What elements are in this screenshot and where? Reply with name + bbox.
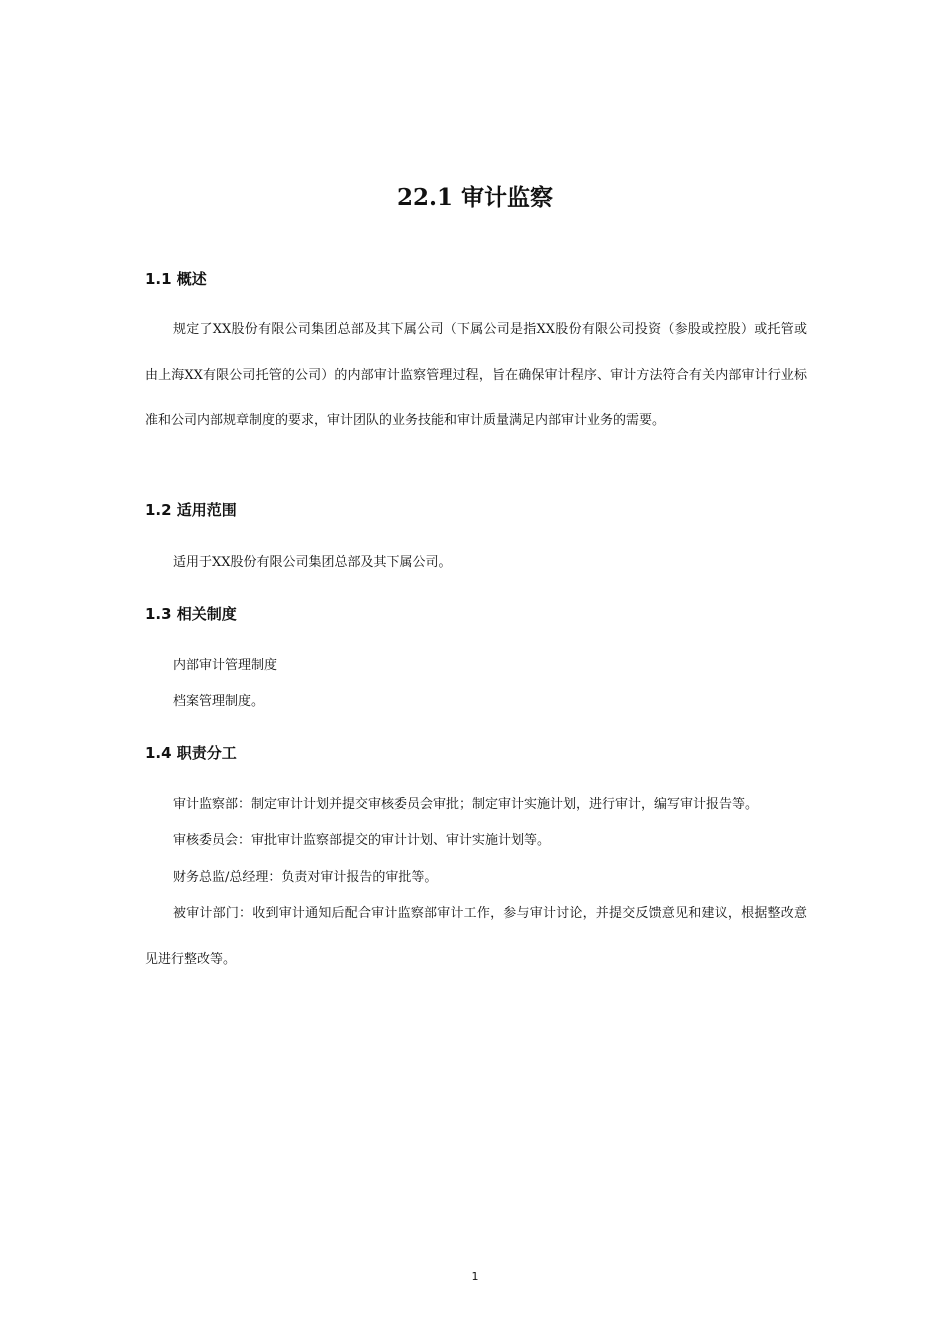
- page-number: 1: [471, 1270, 479, 1283]
- scope-paragraph: 适用于XX股份有限公司集团总部及其下属公司。: [173, 555, 452, 570]
- document-title: 22.1 审计监察: [396, 184, 554, 211]
- responsibility-item: 审计监察部：制定审计计划并提交审核委员会审批；制定审计实施计划，进行审计，编写审计报告等。: [173, 797, 759, 812]
- section-heading-overview: 1.1 概述: [145, 270, 207, 288]
- overview-paragraph: 规定了XX股份有限公司集团总部及其下属公司（下属公司是指XX股份有限公司投资（参股或控股）或托管或由上海XX有限公司托管的公司）的内部审计监察管理过程，旨在确保审计程序、审计方法符合有关内部审计行业标准和公司内部规章制度的要求，审计团队的业务技能和审计质量满足内部审计业务的需要。: [145, 322, 807, 428]
- section-heading-responsibilities: 1.4 职责分工: [145, 744, 237, 762]
- section-heading-related-policies: 1.3 相关制度: [145, 605, 237, 623]
- policy-item: 内部审计管理制度: [173, 658, 278, 673]
- policy-item: 档案管理制度。: [173, 694, 265, 709]
- section-heading-scope: 1.2 适用范围: [145, 501, 237, 519]
- responsibility-item: 审核委员会：审批审计监察部提交的审计计划、审计实施计划等。: [173, 833, 551, 848]
- responsibility-item: 财务总监/总经理：负责对审计报告的审批等。: [173, 870, 438, 885]
- responsibility-paragraph: 被审计部门：收到审计通知后配合审计监察部审计工作，参与审计讨论，并提交反馈意见和建议，根据整改意见进行整改等。: [145, 906, 807, 967]
